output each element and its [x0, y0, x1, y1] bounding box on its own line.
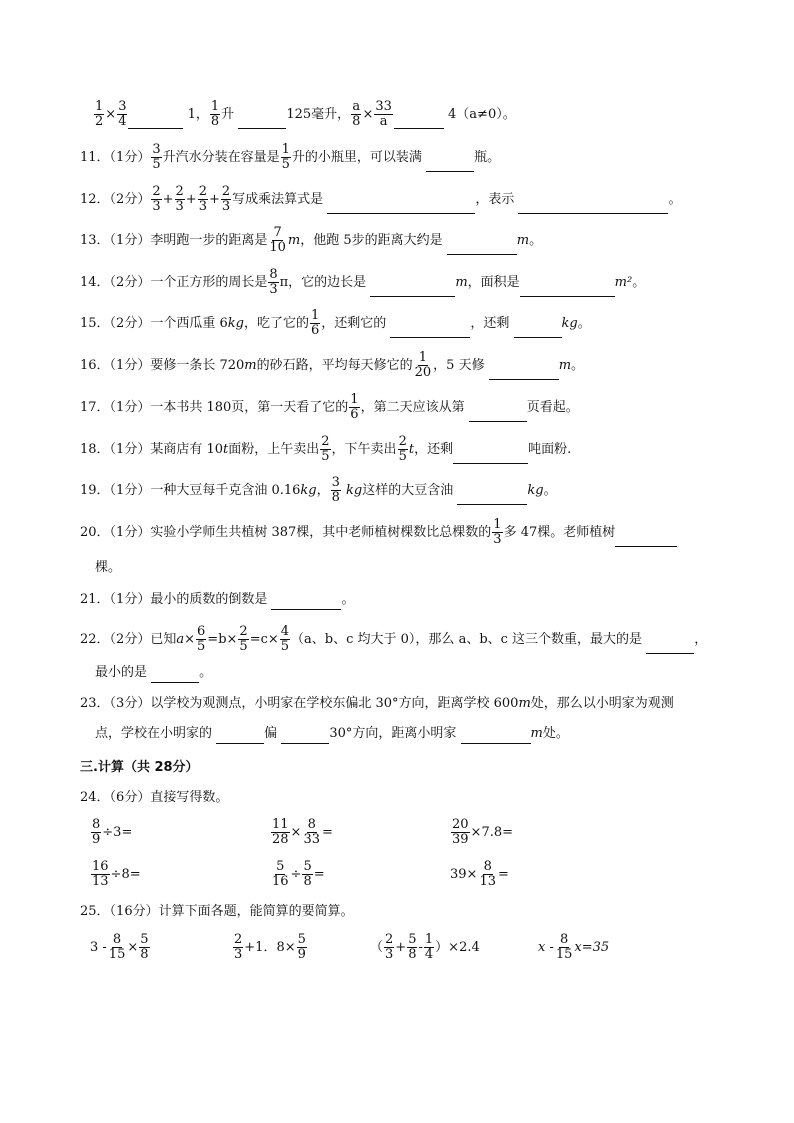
answer-blank[interactable]: [461, 729, 531, 744]
answer-blank[interactable]: [514, 323, 562, 338]
text: a: [352, 99, 361, 114]
text: 1: [95, 99, 104, 114]
fraction: [108, 933, 127, 962]
text: （2分）: [109, 275, 151, 290]
text: ，还剩: [470, 316, 510, 331]
answer-blank[interactable]: [238, 114, 286, 129]
text: 。: [632, 275, 646, 290]
text: 5: [197, 639, 206, 654]
text: 。: [529, 233, 543, 248]
text: m: [455, 275, 468, 290]
text: 16: [272, 874, 289, 889]
text: 升: [221, 107, 235, 122]
text: 3 -: [90, 940, 107, 955]
text: 8: [559, 932, 569, 947]
text: 处，那么以小明家为观测: [530, 696, 674, 711]
question-21: [80, 590, 724, 610]
text: 9: [92, 832, 101, 847]
text: 13: [92, 874, 109, 889]
text: 8: [112, 932, 122, 947]
text: =: [313, 867, 325, 882]
text: x -: [538, 940, 554, 955]
text: t: [408, 442, 415, 457]
text: 16: [92, 859, 109, 874]
text: ，第二天应该从第: [360, 400, 465, 415]
text: 8: [303, 874, 312, 889]
text: 。: [543, 483, 557, 498]
text: 李明跑一步的距离是: [150, 233, 268, 248]
text: 2: [398, 434, 407, 449]
question-20-cont: [95, 558, 724, 578]
fraction: [281, 143, 291, 172]
text: 11: [272, 817, 289, 832]
text: 30°方向，距离小明家: [329, 726, 457, 741]
text: 。: [571, 358, 585, 373]
text: 升的小瓶里，可以装满: [291, 150, 422, 165]
text: 1: [424, 932, 434, 947]
fraction: [349, 393, 359, 422]
text: 125毫升，: [286, 107, 351, 122]
text: 3: [269, 282, 278, 297]
text: 一个正方形的周长是: [150, 275, 268, 290]
text: 19．: [80, 483, 110, 498]
fraction: [151, 185, 161, 214]
question-13: [80, 226, 724, 255]
text: 写成乘法算式是: [232, 192, 324, 207]
text: 15: [555, 947, 573, 962]
text: 3: [198, 199, 207, 214]
text: kg: [227, 316, 244, 331]
answer-blank[interactable]: [520, 282, 615, 297]
fraction: [94, 100, 104, 129]
text: a: [176, 632, 185, 647]
fraction: [198, 185, 208, 214]
text: 13: [479, 874, 496, 889]
question-16: [80, 351, 724, 380]
text: 实验小学师生共植树 387棵，其中老师植树棵数比总棵数的: [150, 525, 492, 540]
text: ×7.8=: [470, 825, 514, 840]
text: 棵。: [95, 560, 122, 575]
fraction: [414, 351, 433, 380]
text: 1: [493, 517, 502, 532]
text: 8: [140, 947, 149, 962]
text: 处。: [542, 726, 569, 741]
answer-blank[interactable]: [426, 157, 474, 172]
text: 2: [321, 434, 330, 449]
fraction: [271, 860, 290, 889]
text: ×: [290, 825, 302, 840]
text: ，下午卖出: [331, 442, 397, 457]
text: 4（a≠0）。: [448, 107, 516, 122]
answer-blank[interactable]: [128, 114, 183, 129]
question-12: [80, 185, 724, 214]
fraction: [210, 100, 220, 129]
text: 页看起。: [526, 400, 579, 415]
text: （1分）: [109, 400, 151, 415]
answer-blank[interactable]: [151, 668, 199, 683]
text: =: [497, 867, 509, 882]
text: 2: [221, 184, 231, 199]
text: 22．: [80, 632, 110, 647]
question-19: [80, 476, 724, 505]
text: （1分）: [109, 358, 151, 373]
calc-expression: [370, 933, 480, 962]
text: 8: [331, 490, 340, 505]
answer-blank[interactable]: [216, 729, 264, 744]
text: 25．: [80, 904, 110, 919]
fraction: [331, 476, 341, 505]
text: m²: [614, 275, 633, 290]
text: 8: [92, 817, 101, 832]
text: +: [208, 192, 220, 207]
text: kg: [561, 316, 578, 331]
text: 8: [210, 114, 220, 129]
text: 3: [234, 947, 243, 962]
text: m: [287, 233, 301, 248]
text: 6: [310, 323, 320, 338]
text: =: [322, 825, 333, 840]
question-14: [80, 268, 724, 297]
text: 1: [418, 350, 428, 365]
answer-blank[interactable]: [615, 532, 677, 547]
text: 5: [152, 157, 161, 172]
fraction: [91, 860, 110, 889]
text: 最小的是: [95, 665, 148, 680]
text: （2分）: [109, 192, 151, 207]
text: ，他跑 5步的距离大约是: [300, 233, 443, 248]
text: ，还剩: [414, 442, 454, 457]
text: ，5 天修: [433, 358, 485, 373]
text: ，面积是: [467, 275, 520, 290]
text: 一个西瓜重 6: [150, 316, 228, 331]
fraction: [492, 518, 502, 547]
calc-expression: [538, 933, 609, 962]
answer-blank[interactable]: [453, 449, 528, 464]
text: 9: [297, 947, 306, 962]
text: （1分）: [109, 150, 151, 165]
text: 3: [493, 532, 502, 547]
text: 点，学校在小明家的: [95, 726, 213, 741]
text: x=35: [574, 940, 610, 955]
question-10-cont: [93, 100, 724, 129]
text: 3: [175, 199, 184, 214]
text: ，: [316, 483, 330, 498]
text: 14．: [80, 275, 110, 290]
text: 升汽水分装在容量是: [162, 150, 280, 165]
text: （2分）: [109, 316, 151, 331]
text: 1: [281, 142, 290, 157]
fraction: [384, 933, 394, 962]
text: kg: [346, 483, 363, 498]
text: ）×2.4: [435, 940, 480, 955]
answer-blank[interactable]: [469, 407, 527, 422]
text: 2: [95, 114, 104, 129]
text: 。: [341, 592, 355, 607]
text: 6: [197, 624, 206, 639]
text: （3分）: [109, 696, 151, 711]
text: 8: [269, 267, 278, 282]
text: 4: [118, 114, 127, 129]
text: 8: [307, 817, 316, 832]
calc-item: [450, 818, 513, 847]
text: 5: [280, 639, 290, 654]
answer-blank[interactable]: [646, 639, 694, 654]
text: 2: [234, 932, 243, 947]
question-25: [80, 902, 724, 922]
text: m: [244, 358, 257, 373]
text: t: [223, 442, 229, 457]
question-24: [80, 788, 724, 808]
text: m: [530, 726, 543, 741]
fraction: [374, 100, 393, 129]
text: m: [516, 233, 530, 248]
text: （6分）: [109, 790, 151, 805]
text: 5: [297, 932, 306, 947]
calc-item: [270, 818, 333, 847]
text: ，表示: [475, 192, 515, 207]
question-15: [80, 309, 724, 338]
fraction: [351, 100, 361, 129]
fraction: [221, 185, 231, 214]
text: （1分）: [109, 525, 151, 540]
text: （: [370, 940, 384, 955]
section-3-heading: 三.计算（共 28分）: [80, 760, 199, 775]
text: 5: [408, 932, 417, 947]
fraction: [233, 933, 243, 962]
text: 要修一条长 720: [150, 358, 245, 373]
calc-item: [450, 860, 509, 889]
text: 的砂石路，平均每天修它的: [256, 358, 413, 373]
text: 5: [281, 157, 290, 172]
text: +1．8×: [244, 940, 296, 955]
fraction: [271, 818, 290, 847]
text: 8: [352, 114, 361, 129]
text: +: [395, 940, 407, 955]
text: 。: [199, 665, 213, 680]
fraction: [398, 435, 408, 464]
fraction: [139, 933, 149, 962]
text: 39: [452, 832, 469, 847]
fraction: [302, 818, 321, 847]
question-22: [80, 625, 724, 654]
question-23: [80, 694, 724, 714]
text: 5: [276, 859, 285, 874]
text: =c×: [249, 632, 279, 647]
question-23-cont: [95, 724, 724, 744]
text: 这样的大豆含油: [362, 483, 454, 498]
text: （a、b、c 均大于 0），那么 a、b、c 这三个数重，最大的是: [291, 632, 643, 647]
text: 33: [303, 832, 320, 847]
text: 21．: [80, 592, 110, 607]
text: ×: [184, 632, 196, 647]
text: （16分）: [109, 904, 159, 919]
text: 1: [350, 392, 359, 407]
text: 3: [331, 475, 340, 490]
text: （1分）: [109, 592, 151, 607]
fraction: [280, 625, 290, 654]
text: kg: [527, 483, 544, 498]
fraction: [555, 933, 574, 962]
text: 某商店有 10: [150, 442, 224, 457]
text: 多 47棵。老师植树: [503, 525, 616, 540]
text: 12．: [80, 192, 110, 207]
text: 一种大豆每千克含油 0.16: [150, 483, 301, 498]
text: 3: [221, 199, 231, 214]
text: 18．: [80, 442, 110, 457]
text: ×: [362, 107, 374, 122]
text: （1分）: [109, 442, 151, 457]
answer-blank[interactable]: [327, 199, 475, 214]
calc-item: [90, 860, 141, 889]
fraction: [297, 933, 307, 962]
text: 17．: [80, 400, 110, 415]
fraction: [117, 100, 127, 129]
fraction: [151, 143, 161, 172]
fraction: [268, 268, 278, 297]
text: kg: [300, 483, 317, 498]
text: 10: [269, 240, 286, 255]
question-11: [80, 143, 724, 172]
text: 瓶。: [474, 150, 501, 165]
text: 已知: [150, 632, 177, 647]
text: ÷: [290, 867, 302, 882]
answer-blank[interactable]: [370, 282, 455, 297]
text: 直接写得数。: [150, 790, 229, 805]
question-20: [80, 518, 724, 547]
text: （2分）: [109, 632, 151, 647]
question-18: [80, 435, 724, 464]
text: 28: [272, 832, 289, 847]
text: ×: [105, 107, 117, 122]
answer-blank[interactable]: [489, 365, 559, 380]
text: 2: [175, 184, 184, 199]
text: a: [379, 114, 388, 129]
text: 7: [273, 225, 282, 240]
text: 3: [152, 142, 161, 157]
fraction: [451, 818, 470, 847]
text: 39×: [450, 867, 478, 882]
fraction: [91, 818, 101, 847]
text: 23．: [80, 696, 110, 711]
calc-item: [270, 860, 325, 889]
fraction: [310, 309, 320, 338]
answer-blank[interactable]: [271, 595, 341, 610]
text: 20: [452, 817, 469, 832]
text: 4: [424, 947, 434, 962]
text: 2: [385, 932, 394, 947]
text: 8: [408, 947, 417, 962]
text: 5: [140, 932, 149, 947]
fraction: [407, 933, 417, 962]
text: 1: [210, 99, 220, 114]
text: 20: [414, 365, 432, 380]
answer-blank[interactable]: [390, 323, 470, 338]
text: 2: [152, 184, 161, 199]
text: 24．: [80, 790, 110, 805]
text: ，: [694, 632, 708, 647]
text: 3: [152, 199, 161, 214]
text: 以学校为观测点，小明家在学校东偏北 30°方向，距离学校 600: [150, 696, 519, 711]
text: 一本书共 180页，第一天看了它的: [150, 400, 349, 415]
text: m: [518, 696, 531, 711]
text: 3: [118, 99, 127, 114]
text: 15．: [80, 316, 110, 331]
answer-blank[interactable]: [447, 240, 517, 255]
text: 吨面粉.: [528, 442, 572, 457]
fraction: [238, 625, 248, 654]
text: 。: [577, 316, 591, 331]
fraction: [175, 185, 185, 214]
text: +: [185, 192, 197, 207]
text: π，它的边长是: [279, 275, 367, 290]
text: 4: [280, 624, 290, 639]
text: 8: [483, 859, 492, 874]
text: 3: [385, 947, 394, 962]
text: 5: [321, 449, 330, 464]
text: 5: [239, 639, 248, 654]
text: （1分）: [109, 483, 151, 498]
text: 15: [108, 947, 126, 962]
fraction: [268, 226, 287, 255]
text: 5: [398, 449, 407, 464]
text: 13．: [80, 233, 110, 248]
text: 计算下面各题，能简算的要简算。: [158, 904, 354, 919]
question-17: [80, 393, 724, 422]
text: 5: [303, 859, 312, 874]
fraction: [320, 435, 330, 464]
fraction: [478, 860, 497, 889]
answer-blank[interactable]: [281, 729, 329, 744]
fraction: [424, 933, 434, 962]
text: （1分）: [109, 233, 151, 248]
fraction: [196, 625, 206, 654]
answer-blank[interactable]: [394, 114, 444, 129]
calc-expression: [232, 933, 308, 962]
text: 1，: [187, 107, 209, 122]
text: ，还剩它的: [321, 316, 387, 331]
text: 最小的质数的倒数是: [150, 592, 268, 607]
text: 1: [310, 308, 320, 323]
fraction: [302, 860, 312, 889]
text: +: [162, 192, 174, 207]
text: m: [558, 358, 572, 373]
text: =b×: [207, 632, 238, 647]
text: ÷8=: [110, 867, 141, 882]
text: 面粉，上午卖出: [228, 442, 320, 457]
text: ，吃了它的: [243, 316, 309, 331]
text: 。: [668, 192, 682, 207]
text: 16．: [80, 358, 110, 373]
text: 偏: [264, 726, 278, 741]
answer-blank[interactable]: [518, 199, 668, 214]
question-22-cont: [95, 663, 724, 683]
text: 11．: [80, 150, 110, 165]
text: 2: [198, 184, 207, 199]
calc-expression: [90, 933, 151, 962]
text: 33: [375, 99, 392, 114]
text: ÷3=: [102, 825, 133, 840]
text: 2: [239, 624, 248, 639]
calc-item: [90, 818, 132, 847]
answer-blank[interactable]: [457, 490, 527, 505]
text: 6: [350, 407, 359, 422]
text: 20．: [80, 525, 110, 540]
text: ×: [127, 940, 139, 955]
text: -: [418, 940, 423, 955]
